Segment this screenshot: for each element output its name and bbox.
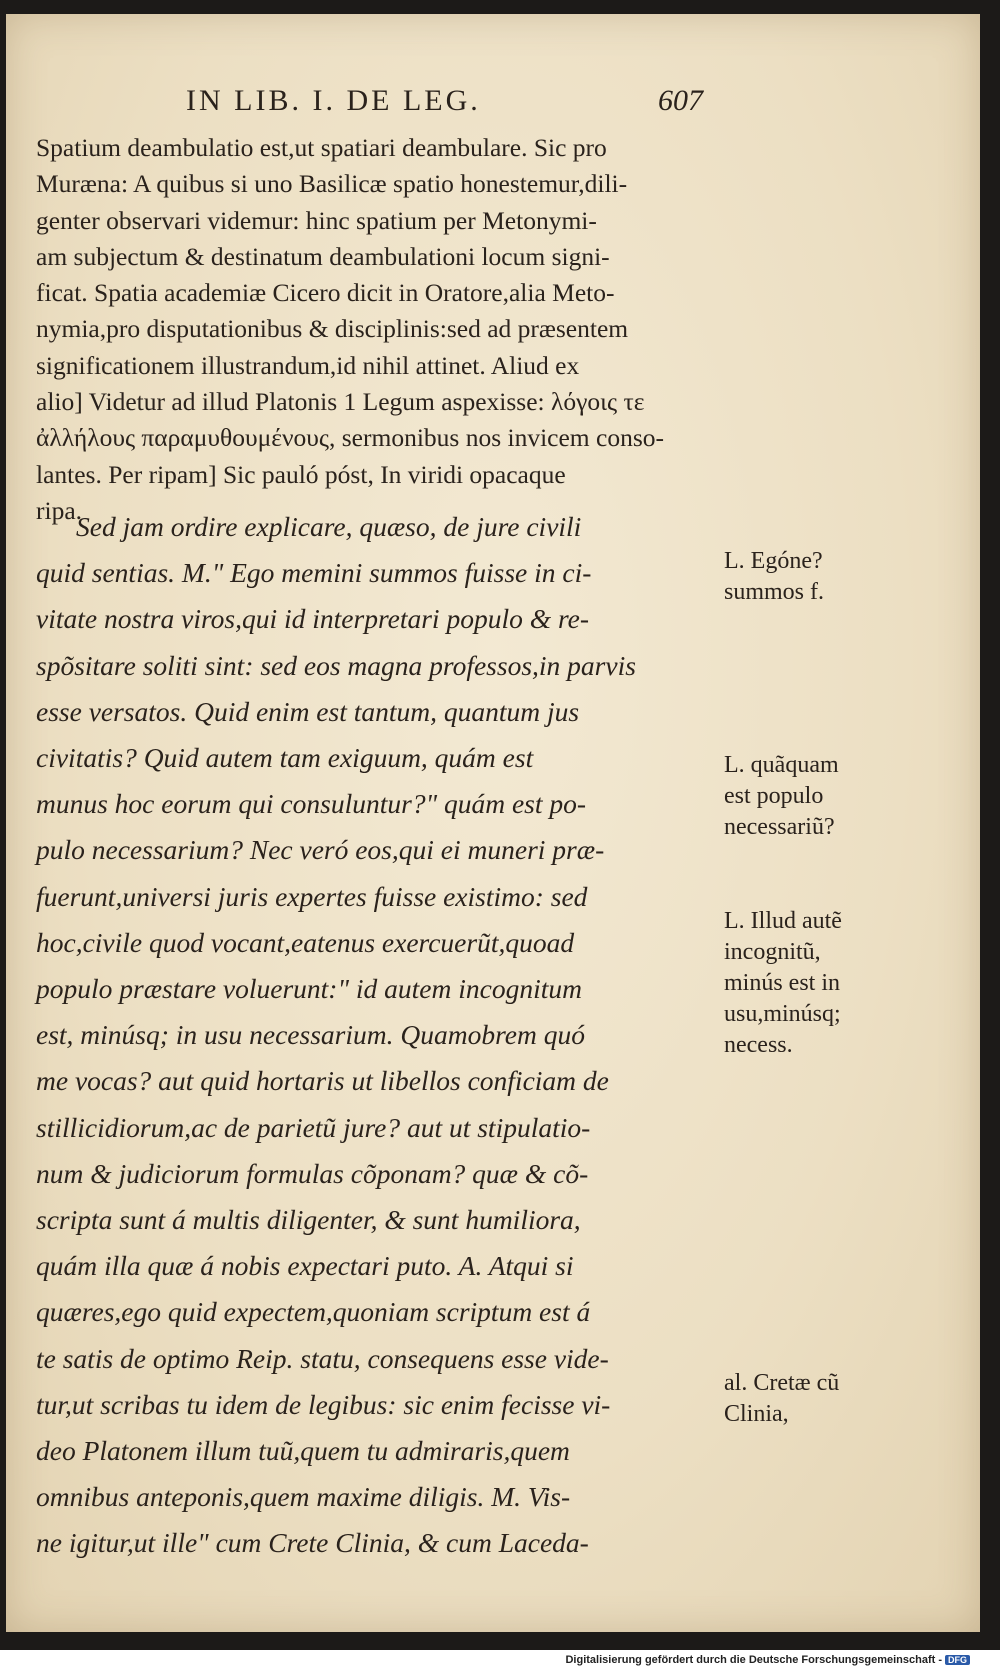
text-line: quám illa quæ á nobis expectari puto. A. Atqui si bbox=[36, 1250, 574, 1282]
dfg-logo: DFG bbox=[945, 1655, 970, 1665]
text-line: me vocas? aut quid hortaris ut libellos conficiam de bbox=[36, 1065, 609, 1097]
running-head: IN LIB. I. DE LEG. bbox=[186, 84, 481, 117]
marginal-note-line: Clinia, bbox=[724, 1401, 789, 1427]
commentary-line: nymia,pro disputationibus & disciplinis:sed ad præsentem bbox=[36, 314, 629, 344]
commentary-line: ἀλλήλους παραμυθουμένους, sermonibus nos invicem conso- bbox=[36, 423, 664, 453]
marginal-note-line: L. quãquam bbox=[724, 752, 839, 778]
text-line: fuerunt,universi juris expertes fuisse existimo: sed bbox=[36, 880, 588, 912]
text-line: hoc,civile quod vocant,eatenus exercuerũt,quoad bbox=[36, 926, 575, 958]
text-line: pulo necessarium? Nec veró eos,qui ei muneri præ- bbox=[36, 834, 605, 866]
commentary-line: alio] Videtur ad illud Platonis 1 Legum aspexisse: λόγοις τε bbox=[36, 387, 645, 417]
commentary-block bbox=[36, 130, 718, 529]
text-line: deo Platonem illum tuũ,quem tu admiraris,quem bbox=[36, 1435, 570, 1467]
commentary-line: genter observari videmur: hinc spatium per Metonymi- bbox=[36, 205, 597, 235]
text-line: esse versatos. Quid enim est tantum, quantum jus bbox=[36, 695, 580, 727]
text-line: populo præstare voluerunt:" id autem incognitum bbox=[36, 973, 582, 1005]
text-line: vitate nostra viros,qui id interpretari populo & re- bbox=[36, 603, 590, 635]
marginal-note bbox=[724, 546, 974, 608]
text-line: tur,ut scribas tu idem de legibus: sic enim fecisse vi- bbox=[36, 1388, 611, 1420]
marginal-note bbox=[724, 750, 974, 843]
marginal-note-line: incognitũ, bbox=[724, 939, 821, 965]
text-line: num & judiciorum formulas cõponam? quæ & cõ- bbox=[36, 1157, 589, 1189]
digitization-credit bbox=[565, 1654, 970, 1666]
credit-text: Digitalisierung gefördert durch die Deutsche Forschungsgemeinschaft - bbox=[565, 1654, 942, 1666]
marginal-note-line: summos f. bbox=[724, 579, 825, 605]
text-line: munus hoc eorum qui consuluntur?" quám est po- bbox=[36, 788, 587, 820]
marginal-note-line: est populo bbox=[724, 783, 824, 809]
text-line: quid sentias. M." Ego memini summos fuisse in ci- bbox=[36, 557, 592, 589]
marginal-note-line: minús est in bbox=[724, 970, 841, 996]
text-line: te satis de optimo Reip. statu, consequens esse vide- bbox=[36, 1342, 609, 1374]
marginal-note bbox=[724, 1368, 974, 1430]
text-line: stillicidiorum,ac de parietũ jure? aut ut stipulatio- bbox=[36, 1111, 591, 1143]
marginal-note-line: L. Egóne? bbox=[724, 548, 823, 574]
commentary-line: Spatium deambulatio est,ut spatiari deambulare. Sic pro bbox=[36, 133, 607, 162]
marginal-note bbox=[724, 906, 974, 1061]
main-text-block bbox=[36, 504, 718, 1567]
marginal-note-line: necess. bbox=[724, 1032, 793, 1058]
folio-number: 607 bbox=[658, 84, 703, 117]
text-line: civitatis? Quid autem tam exiguum, quám est bbox=[36, 742, 534, 774]
marginal-note-line: necessariũ? bbox=[724, 814, 835, 840]
text-line: est, minúsq; in usu necessarium. Quamobrem quó bbox=[36, 1019, 585, 1051]
text-line: quæres,ego quid expectem,quoniam scriptum est á bbox=[36, 1296, 591, 1328]
commentary-line: lantes. Per ripam] Sic pauló póst, In viridi opacaque bbox=[36, 459, 566, 489]
marginal-note-line: al. Cretæ cũ bbox=[724, 1370, 840, 1396]
commentary-line: ripa. bbox=[36, 495, 83, 525]
commentary-line: ficat. Spatia academiæ Cicero dicit in Oratore,alia Meto- bbox=[36, 278, 615, 308]
text-line: spõsitare soliti sint: sed eos magna professos,in parvis bbox=[36, 649, 636, 681]
marginal-note-line: L. Illud autẽ bbox=[724, 908, 842, 934]
text-line: scripta sunt á multis diligenter, & sunt humiliora, bbox=[36, 1204, 581, 1236]
text-line: Sed jam ordire explicare, quæso, de jure civili bbox=[76, 511, 582, 542]
text-line: omnibus anteponis,quem maxime diligis. M. Vis- bbox=[36, 1481, 571, 1513]
commentary-line: Muræna: A quibus si uno Basilicæ spatio honestemur,dili- bbox=[36, 169, 628, 199]
marginal-note-line: usu,minúsq; bbox=[724, 1001, 841, 1027]
text-line: ne igitur,ut ille" cum Crete Clinia, & cum Laceda- bbox=[36, 1527, 589, 1559]
commentary-line: am subjectum & destinatum deambulationi locum signi- bbox=[36, 241, 610, 271]
commentary-line: significationem illustrandum,id nihil attinet. Aliud ex bbox=[36, 350, 580, 380]
